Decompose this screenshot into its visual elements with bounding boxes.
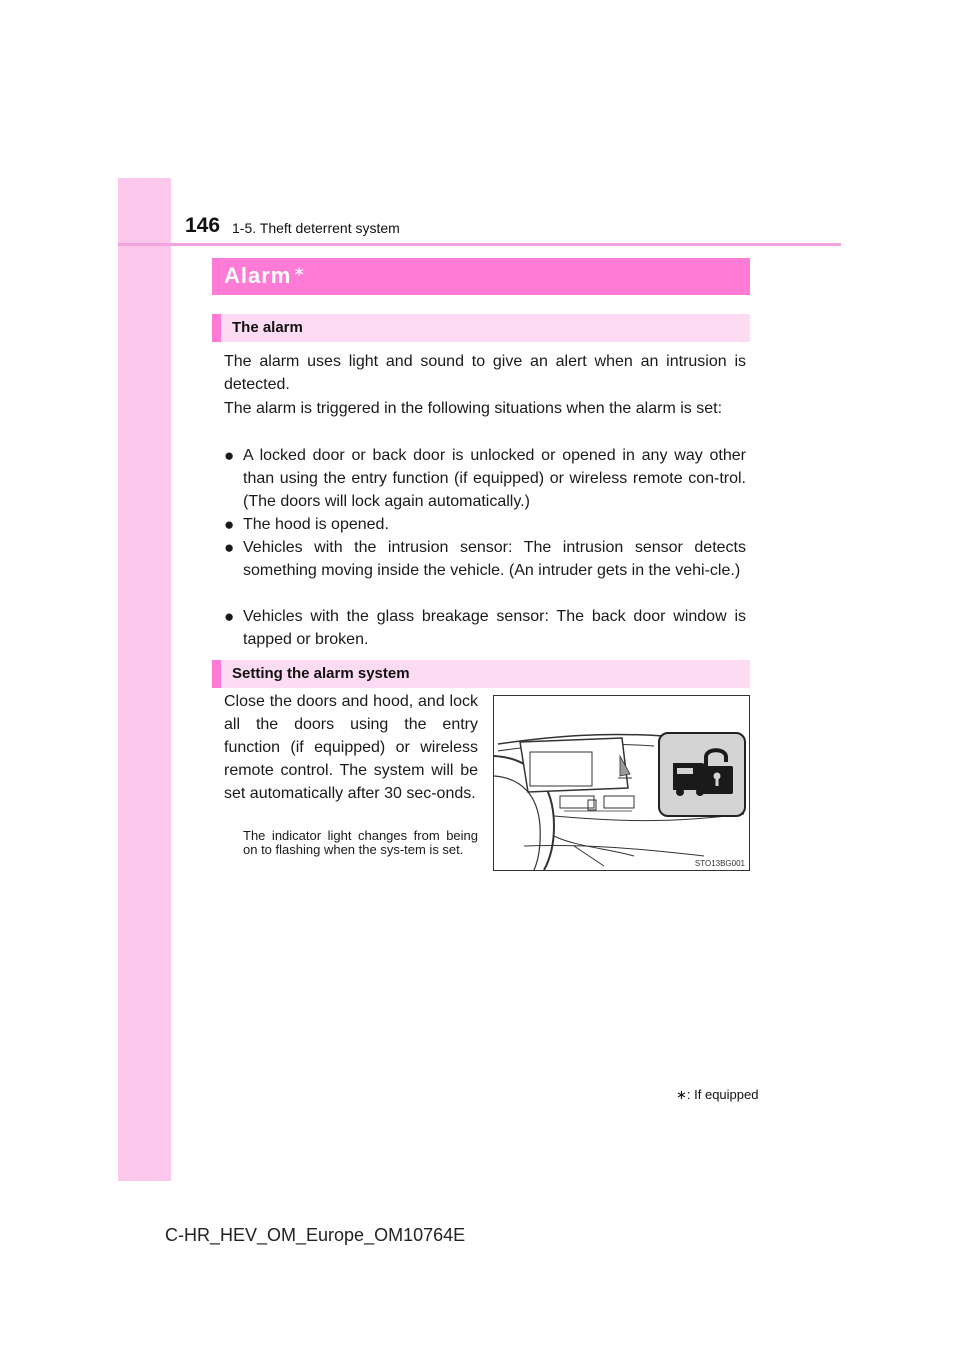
figure-label: STO13BG001 [694, 859, 745, 868]
section-heading-text: Setting the alarm system [232, 665, 410, 682]
bullet-icon: ● [224, 538, 235, 557]
paragraph: The alarm is triggered in the following situations when the alarm is set: [224, 400, 723, 417]
header-rule [118, 243, 841, 246]
bullet-icon: ● [224, 515, 235, 534]
page-sidebar-tab [118, 178, 171, 1181]
list-item [224, 513, 746, 536]
if-equipped-marker: ∗ [293, 263, 307, 279]
list-item [224, 605, 746, 651]
section-heading-setting [212, 660, 750, 688]
list-item-text: A locked door or back door is unlocked or opened in any way other than using the entry function (if equipped) or wireless remote con-trol. (The doors will lock again automatically.) [243, 447, 746, 510]
list-item-text: Vehicles with the intrusion sensor: The intrusion sensor detects something moving inside the vehicle. (An intruder gets in the vehi-cle.) [243, 539, 746, 579]
section-heading-text: The alarm [232, 319, 303, 336]
page-number: 146 [185, 214, 221, 237]
document-footer: C-HR_HEV_OM_Europe_OM10764E [165, 1225, 466, 1245]
list-item [224, 444, 746, 513]
footnote [676, 1087, 758, 1103]
list-item-text: Vehicles with the glass breakage sensor: The back door window is tapped or broken. [243, 608, 746, 648]
title-bar [212, 258, 750, 295]
section-path: 1-5. Theft deterrent system [232, 220, 400, 236]
list-item-text: The hood is opened. [243, 516, 389, 533]
list-item [224, 536, 746, 582]
page-title [224, 263, 306, 289]
note-text: The indicator light changes from being on to flashing when the sys-tem is set. [243, 828, 478, 857]
bullet-icon: ● [224, 607, 235, 626]
dashboard-illustration [493, 695, 750, 871]
dashboard-drawing [494, 696, 749, 870]
section-heading-alarm [212, 314, 750, 342]
page-title-text: Alarm [224, 263, 292, 288]
footnote-text: : If equipped [686, 1087, 759, 1102]
paragraph: Close the doors and hood, and lock all the doors using the entry function (if equipped) or wireless remote control. The system will be set automatically after 30 sec-onds. [224, 693, 478, 802]
bullet-icon: ● [224, 446, 235, 465]
paragraph: The alarm uses light and sound to give an alert when an intrusion is detected. [224, 353, 746, 393]
footnote-marker: ∗ [676, 1087, 687, 1102]
